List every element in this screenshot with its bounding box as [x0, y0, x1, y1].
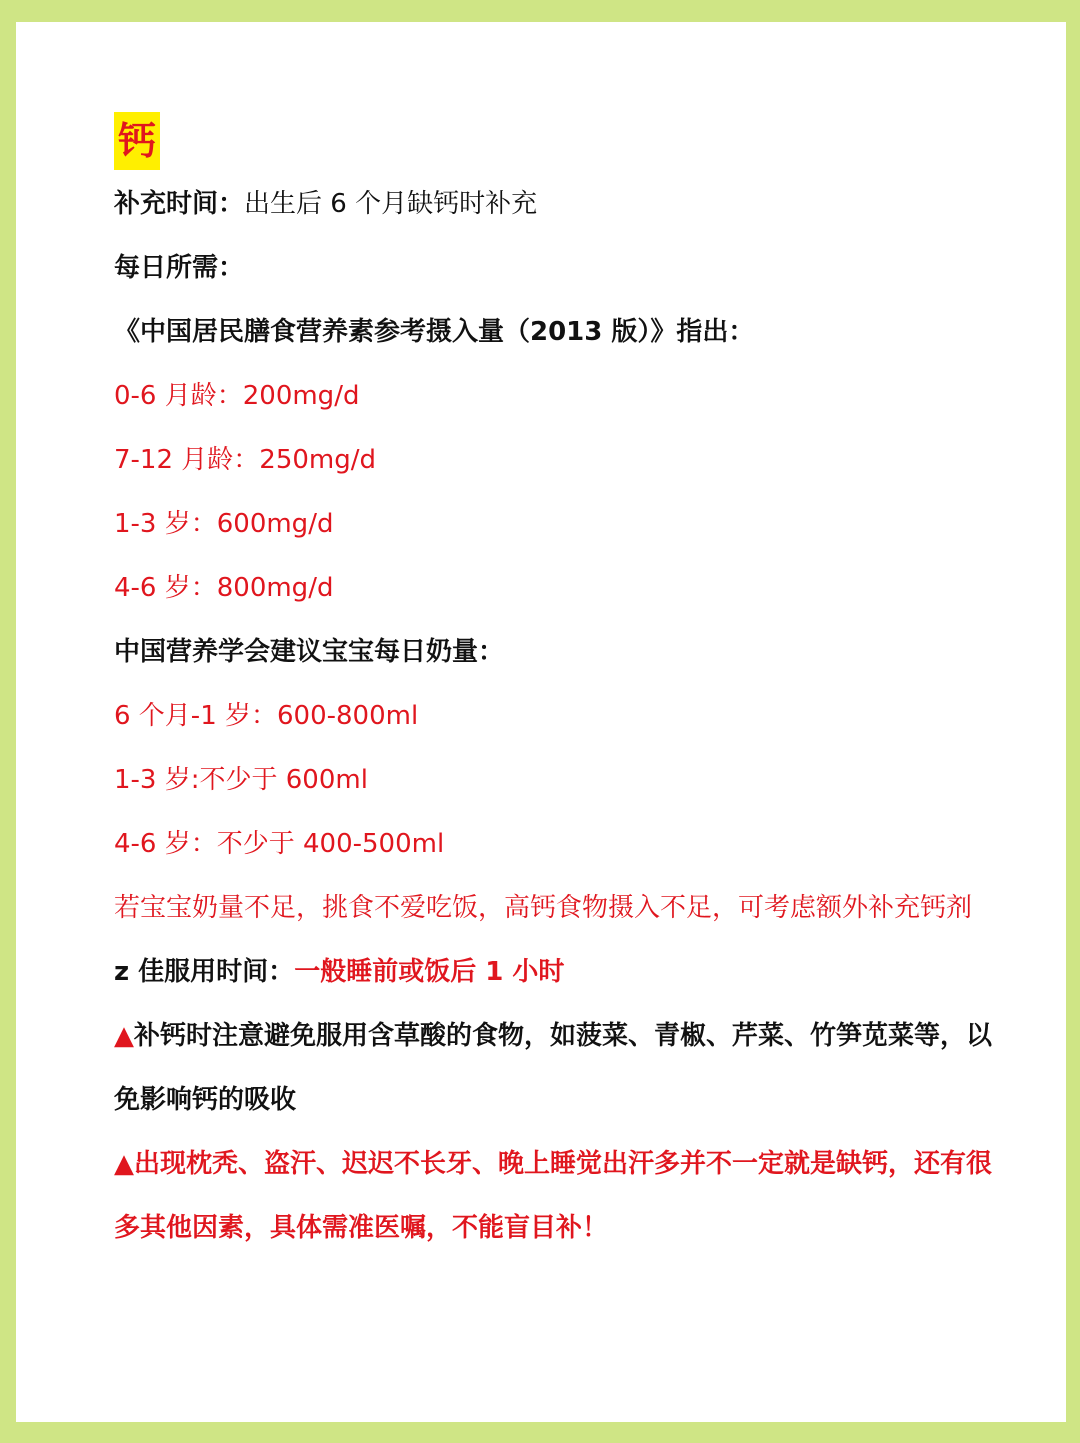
reference-note: 《中国居民膳食营养素参考摄入量（2013 版）》指出： [114, 317, 755, 347]
page-title: 钙 [114, 112, 160, 170]
milk-intake-item: 4-6 岁：不少于 400-500ml [114, 829, 445, 859]
calcium-intake-item: 7-12 月龄：250mg/d [114, 445, 376, 475]
calcium-intake-item: 0-6 月龄：200mg/d [114, 381, 360, 411]
supplement-time-line [114, 172, 994, 236]
oxalic-note-text: 补钙时注意避免服用含草酸的食物，如菠菜、青椒、芹菜、竹笋苋菜等，以免影响钙的吸收 [114, 1021, 993, 1115]
supplement-advice: 若宝宝奶量不足，挑食不爱吃饭，高钙食物摄入不足，可考虑额外补充钙剂 [114, 893, 973, 923]
warning-triangle-icon: ▲ [114, 1021, 134, 1051]
calcium-intake-item: 4-6 岁：800mg/d [114, 573, 334, 603]
best-time-label: z 佳服用时间： [114, 957, 295, 987]
calcium-intake-item: 1-3 岁：600mg/d [114, 509, 334, 539]
milk-heading: 中国营养学会建议宝宝每日奶量： [114, 637, 505, 667]
daily-need-label: 每日所需： [114, 253, 245, 283]
supplement-time-label: 补充时间： [114, 189, 245, 219]
milk-intake-item: 1-3 岁:不少于 600ml [114, 765, 368, 795]
best-time-value: 一般睡前或饭后 1 小时 [294, 957, 565, 987]
symptoms-note: ▲出现枕秃、盗汗、迟迟不长牙、晚上睡觉出汗多并不一定就是缺钙，还有很多其他因素，具体需准医嘱，不能盲目补！ [114, 1149, 992, 1243]
oxalic-note [114, 1004, 994, 1132]
best-time-line [114, 940, 994, 1004]
supplement-time-value: 出生后 6 个月缺钙时补充 [244, 189, 538, 219]
article-body [114, 112, 994, 1260]
content-card [16, 22, 1066, 1422]
milk-intake-item: 6 个月-1 岁：600-800ml [114, 701, 419, 731]
